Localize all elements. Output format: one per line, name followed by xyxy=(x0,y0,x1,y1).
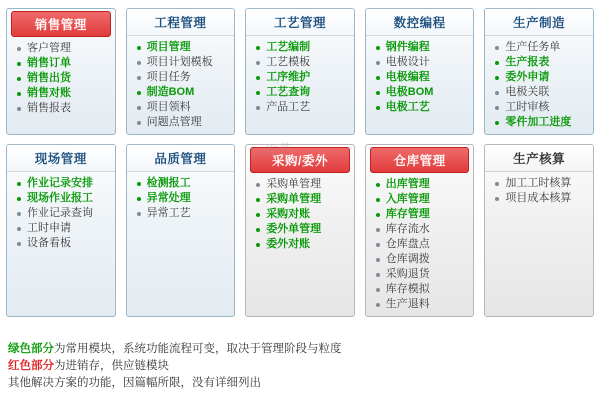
list-item[interactable]: 库存管理 xyxy=(376,207,470,222)
legend-line-green xyxy=(8,341,342,358)
legend-green-text: 为常用模块，系统功能流程可变，取决于管理阶段与粒度 xyxy=(54,343,342,355)
list-item[interactable]: 销售出货 xyxy=(17,71,111,86)
module-card-quality[interactable] xyxy=(126,144,236,317)
list-item[interactable]: 销售报表 xyxy=(17,101,111,116)
list-item[interactable]: 生产任务单 xyxy=(495,40,589,55)
module-card-sales[interactable] xyxy=(6,8,116,135)
legend-line-note xyxy=(8,375,342,392)
legend-red-text: 为进销存，供应链模块 xyxy=(54,360,169,372)
module-title-sales: 销售管理 xyxy=(11,11,111,37)
module-item-list-shopfloor xyxy=(7,176,115,251)
module-card-shopfloor[interactable] xyxy=(6,144,116,317)
list-item[interactable]: 采购对账 xyxy=(256,207,350,222)
list-item[interactable]: 检测报工 xyxy=(137,176,231,191)
module-card-process[interactable] xyxy=(245,8,355,135)
legend-note-text: 其他解决方案的功能，因篇幅所限，没有详细列出 xyxy=(8,377,261,389)
module-row-2 xyxy=(6,144,594,317)
list-item[interactable]: 制造BOM xyxy=(137,85,231,100)
module-item-list-warehouse xyxy=(366,177,474,312)
list-item[interactable]: 电极关联 xyxy=(495,85,589,100)
list-item[interactable]: 仓库调拨 xyxy=(376,252,470,267)
list-item[interactable]: 客户管理 xyxy=(17,41,111,56)
list-item[interactable]: 工时申请 xyxy=(17,221,111,236)
module-item-list-cnc xyxy=(366,40,474,115)
list-item[interactable]: 零件加工进度 xyxy=(495,115,589,130)
module-title-purchasing: 采购/委外 xyxy=(250,147,350,173)
module-title-shopfloor: 现场管理 xyxy=(7,145,115,172)
list-item[interactable]: 作业记录查询 xyxy=(17,206,111,221)
legend-line-red xyxy=(8,358,342,375)
legend-red-label: 红色部分 xyxy=(8,360,54,372)
list-item[interactable]: 项目管理 xyxy=(137,40,231,55)
legend xyxy=(8,341,342,392)
list-item[interactable]: 工序维护 xyxy=(256,70,350,85)
list-item[interactable]: 工艺模板 xyxy=(256,55,350,70)
list-item[interactable]: 生产退料 xyxy=(376,297,470,312)
module-title-quality: 品质管理 xyxy=(127,145,235,172)
list-item[interactable]: 销售对账 xyxy=(17,86,111,101)
module-item-list-quality xyxy=(127,176,235,221)
watermark-text: 云软件 xyxy=(249,139,296,162)
module-card-warehouse[interactable] xyxy=(365,144,475,317)
module-item-list-costing xyxy=(485,176,593,206)
list-item[interactable]: 采购单管理 xyxy=(256,192,350,207)
list-item[interactable]: 工时审核 xyxy=(495,100,589,115)
list-item[interactable]: 加工工时核算 xyxy=(495,176,589,191)
module-card-engineering[interactable] xyxy=(126,8,236,135)
module-item-list-process xyxy=(246,40,354,115)
module-item-list-engineering xyxy=(127,40,235,130)
module-card-costing[interactable] xyxy=(484,144,594,317)
list-item[interactable]: 设备看板 xyxy=(17,236,111,251)
list-item[interactable]: 钢件编程 xyxy=(376,40,470,55)
module-item-list-manufacturing xyxy=(485,40,593,130)
module-title-cnc: 数控编程 xyxy=(366,9,474,36)
list-item[interactable]: 项目计划模板 xyxy=(137,55,231,70)
list-item[interactable]: 入库管理 xyxy=(376,192,470,207)
list-item[interactable]: 采购单管理 xyxy=(256,177,350,192)
list-item[interactable]: 生产报表 xyxy=(495,55,589,70)
list-item[interactable]: 电极编程 xyxy=(376,70,470,85)
module-item-list-sales xyxy=(7,41,115,116)
list-item[interactable]: 工艺编制 xyxy=(256,40,350,55)
list-item[interactable]: 项目任务 xyxy=(137,70,231,85)
list-item[interactable]: 作业记录安排 xyxy=(17,176,111,191)
module-item-list-purchasing xyxy=(246,177,354,252)
module-title-warehouse: 仓库管理 xyxy=(370,147,470,173)
list-item[interactable]: 项目领料 xyxy=(137,100,231,115)
list-item[interactable]: 异常处理 xyxy=(137,191,231,206)
module-title-manufacturing: 生产制造 xyxy=(485,9,593,36)
module-title-process: 工艺管理 xyxy=(246,9,354,36)
list-item[interactable]: 现场作业报工 xyxy=(17,191,111,206)
list-item[interactable]: 问题点管理 xyxy=(137,115,231,130)
list-item[interactable]: 异常工艺 xyxy=(137,206,231,221)
module-card-cnc[interactable] xyxy=(365,8,475,135)
list-item[interactable]: 委外申请 xyxy=(495,70,589,85)
module-title-costing: 生产核算 xyxy=(485,145,593,172)
list-item[interactable]: 电极工艺 xyxy=(376,100,470,115)
list-item[interactable]: 委外单管理 xyxy=(256,222,350,237)
list-item[interactable]: 库存模拟 xyxy=(376,282,470,297)
module-row-1 xyxy=(6,8,594,135)
list-item[interactable]: 销售订单 xyxy=(17,56,111,71)
module-title-engineering: 工程管理 xyxy=(127,9,235,36)
legend-green-label: 绿色部分 xyxy=(8,343,54,355)
module-card-manufacturing[interactable] xyxy=(484,8,594,135)
list-item[interactable]: 出库管理 xyxy=(376,177,470,192)
module-card-purchasing[interactable] xyxy=(245,144,355,317)
list-item[interactable]: 项目成本核算 xyxy=(495,191,589,206)
list-item[interactable]: 电极BOM xyxy=(376,85,470,100)
list-item[interactable]: 电极设计 xyxy=(376,55,470,70)
list-item[interactable]: 仓库盘点 xyxy=(376,237,470,252)
list-item[interactable]: 工艺查询 xyxy=(256,85,350,100)
list-item[interactable]: 委外对账 xyxy=(256,237,350,252)
list-item[interactable]: 产品工艺 xyxy=(256,100,350,115)
list-item[interactable]: 采购退货 xyxy=(376,267,470,282)
list-item[interactable]: 库存流水 xyxy=(376,222,470,237)
